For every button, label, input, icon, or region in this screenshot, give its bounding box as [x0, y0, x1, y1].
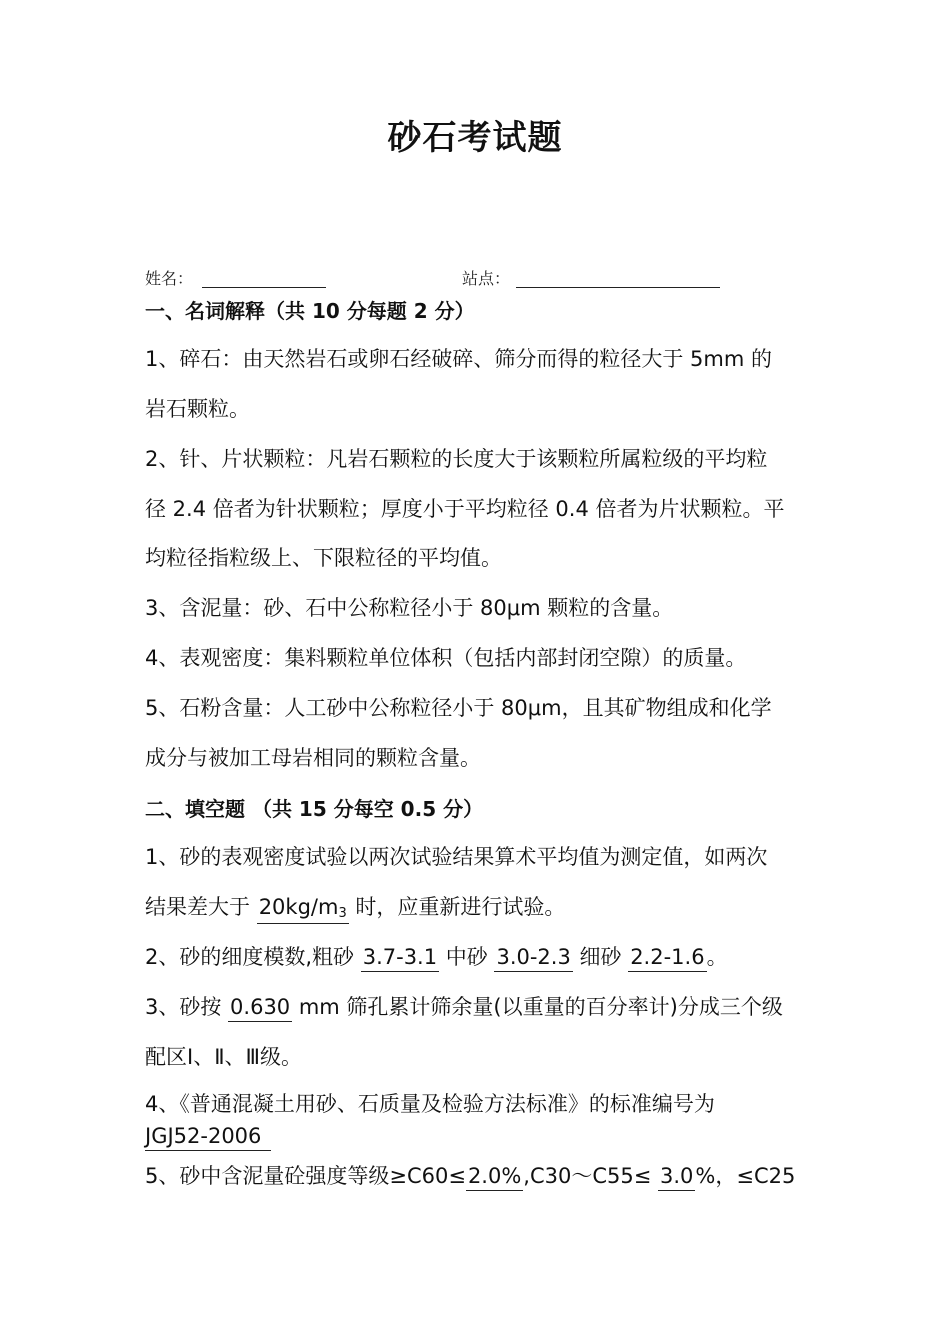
- s2-q3-line2: 配区Ⅰ、Ⅱ、Ⅲ级。: [145, 1045, 303, 1069]
- s2-q1-line1: 1、砂的表观密度试验以两次试验结果算术平均值为测定值，如两次: [145, 845, 768, 869]
- s1-q5-line2: 成分与被加工母岩相同的颗粒含量。: [145, 746, 481, 770]
- s2-q5: 5、砂中含泥量砼强度等级≥C60≤2.0%,C30～C55≤ 3.0%，≤C25: [145, 1160, 795, 1191]
- station-field[interactable]: [516, 287, 720, 288]
- s2-q1-post: 时，应重新进行试验。: [348, 895, 566, 919]
- s2-q2-answer-medium: 3.0-2.3: [494, 945, 572, 972]
- s2-q4-line1: 4、《普通混凝土用砂、石质量及检验方法标准》的标准编号为: [145, 1092, 715, 1116]
- s2-q3-answer: 0.630: [228, 995, 292, 1022]
- s2-q1-line2: [145, 891, 565, 924]
- s1-q1-line2: 岩石颗粒。: [145, 397, 250, 421]
- s2-q1-pre: 结果差大于: [145, 895, 257, 919]
- s2-q3-line1: 3、砂按 0.630 mm 筛孔累计筛余量(以重量的百分率计)分成三个级: [145, 991, 783, 1022]
- section1-heading: 一、名词解释（共 10 分每题 2 分）: [145, 299, 475, 323]
- s1-q2-line1: 2、针、片状颗粒：凡岩石颗粒的长度大于该颗粒所属粒级的平均粒: [145, 447, 768, 471]
- s2-q5-answer-c60: 2.0%: [466, 1164, 523, 1191]
- s1-q2-line3: 均粒径指粒级上、下限粒径的平均值。: [145, 546, 502, 570]
- s1-q4: 4、表观密度：集料颗粒单位体积（包括内部封闭空隙）的质量。: [145, 646, 747, 670]
- name-label: 姓名：: [145, 269, 194, 288]
- s1-q1-line1: 1、碎石：由天然岩石或卵石经破碎、筛分而得的粒径大于 5mm 的: [145, 347, 772, 371]
- s1-q3: 3、含泥量：砂、石中公称粒径小于 80μm 颗粒的含量。: [145, 596, 674, 620]
- station-label: 站点：: [462, 269, 511, 288]
- name-field[interactable]: [202, 287, 326, 288]
- page-title: 砂石考试题: [387, 118, 563, 158]
- s1-q5-line1: 5、石粉含量：人工砂中公称粒径小于 80μm，且其矿物组成和化学: [145, 696, 772, 720]
- s1-q2-line2: 径 2.4 倍者为针状颗粒；厚度小于平均粒径 0.4 倍者为片状颗粒。平: [145, 497, 785, 521]
- s2-q2: 2、砂的细度模数,粗砂 3.7-3.1 中砂 3.0-2.3 细砂 2.2-1.6。: [145, 941, 728, 972]
- s2-q5-answer-c30: 3.0: [658, 1164, 695, 1191]
- s2-q4-answer-line: [145, 1124, 271, 1151]
- s2-q4-answer: JGJ52-2006: [145, 1124, 271, 1151]
- s2-q1-answer: $20kg/m_3$: [257, 895, 349, 924]
- s2-q2-answer-coarse: 3.7-3.1: [361, 945, 439, 972]
- s2-q2-answer-fine: 2.2-1.6: [628, 945, 706, 972]
- section2-heading: 二、填空题 （共 15 分每空 0.5 分）: [145, 797, 484, 821]
